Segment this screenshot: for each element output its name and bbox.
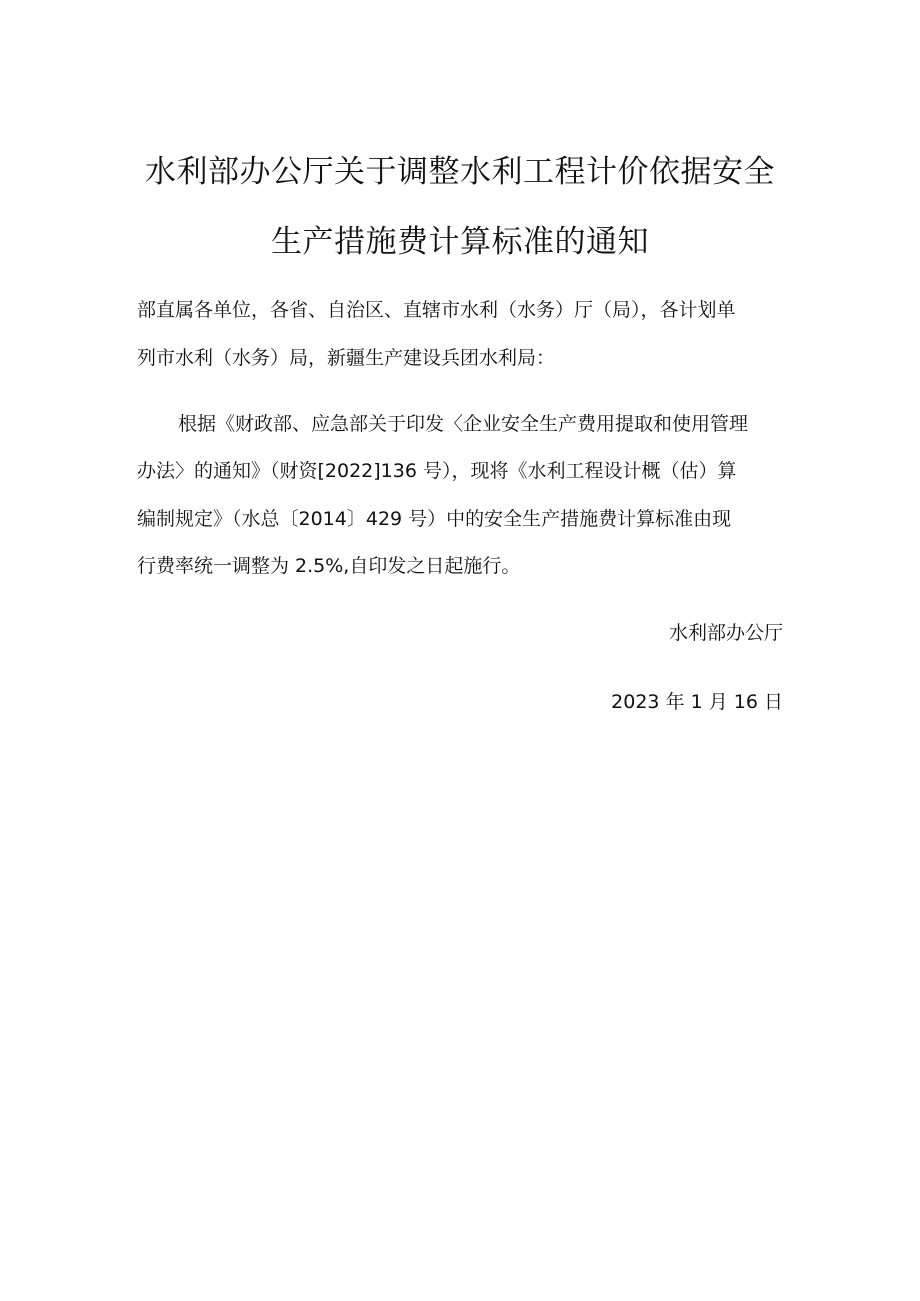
document-title-line-2: 生产措施费计算标准的通知 (271, 224, 649, 260)
signature: 水利部办公厅 (668, 622, 783, 644)
document-title-line-1: 水利部办公厅关于调整水利工程计价依据安全 (145, 154, 775, 190)
addressee-line-1: 部直属各单位，各省、自治区、直辖市水利（水务）厅（局），各计划单 (137, 299, 736, 321)
body-paragraph-line-2: 办法〉的通知》（财资[2022]136 号），现将《水利工程设计概（估）算 (137, 460, 737, 482)
body-paragraph-line-4: 行费率统一调整为 2.5%,自印发之日起施行。 (137, 555, 521, 577)
body-paragraph-line-1: 根据《财政部、应急部关于印发〈企业安全生产费用提取和使用管理 (178, 413, 749, 435)
document-date: 2023 年 1 月 16 日 (611, 691, 783, 713)
body-paragraph-line-3: 编制规定》（水总〔2014〕429 号）中的安全生产措施费计算标准由现 (137, 508, 732, 530)
addressee-line-2: 列市水利（水务）局，新疆生产建设兵团水利局： (137, 347, 556, 369)
